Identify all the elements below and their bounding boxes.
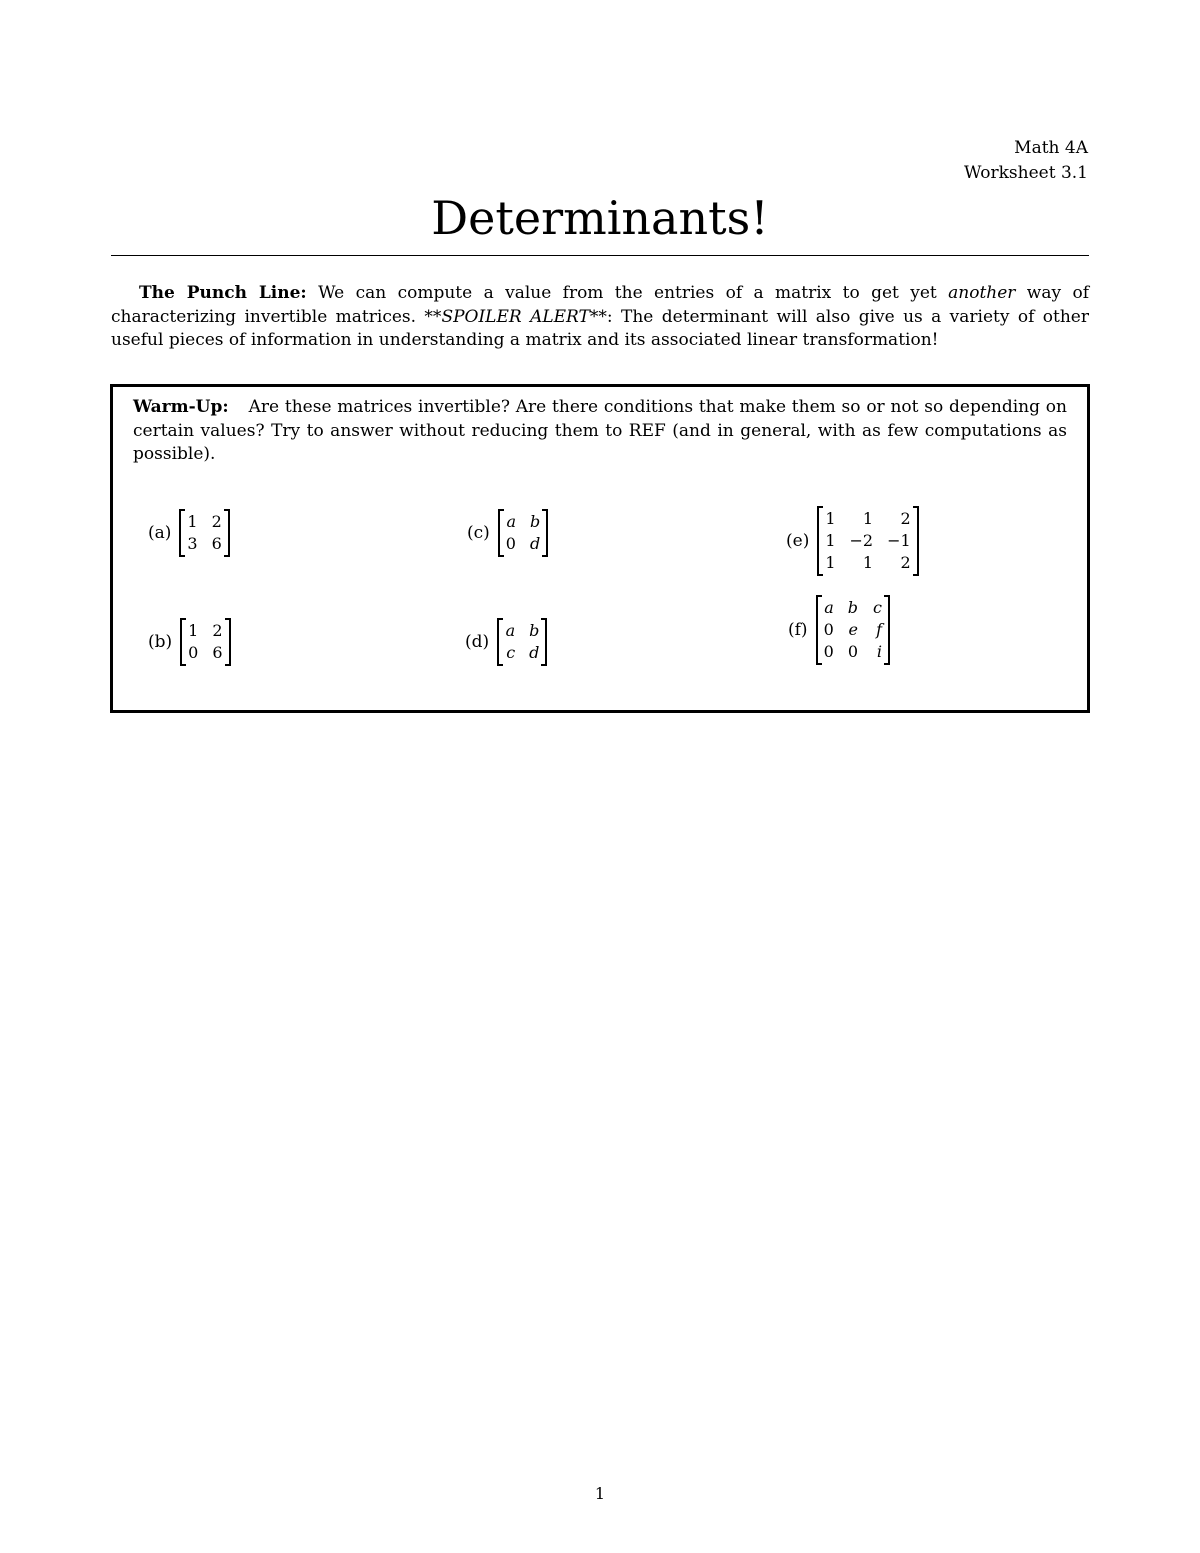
matrix-f-entry: c	[873, 598, 882, 617]
matrix-b-entry: 6	[212, 643, 223, 662]
problem-d	[465, 606, 547, 678]
matrix-d-entry: a	[505, 621, 516, 640]
course-info	[964, 136, 1088, 186]
warmup-label: Warm-Up:	[133, 397, 229, 417]
punch-line-paragraph	[111, 282, 1089, 353]
matrix-a-entry: 1	[187, 512, 198, 531]
matrix-e-entry: 2	[900, 509, 911, 528]
problem-b-label: (b)	[148, 632, 173, 652]
course-name: Math 4A	[1014, 138, 1088, 158]
punch-line-emphasis: another	[948, 283, 1016, 303]
matrix-e-entry: 1	[825, 509, 836, 528]
matrix-f-entry: f	[876, 620, 882, 639]
matrix-f-entry: 0	[823, 642, 834, 661]
matrix-e-entry: 1	[825, 553, 836, 572]
problem-f-label: (f)	[788, 620, 808, 640]
problem-a-label: (a)	[148, 523, 172, 543]
punch-line-text-1: We can compute a value from the entries of a matrix to get yet	[306, 283, 949, 303]
matrix-e	[817, 506, 918, 576]
matrix-f	[816, 595, 890, 665]
problem-c	[467, 497, 548, 569]
problem-a	[148, 497, 230, 569]
matrix-b-entry: 1	[188, 621, 199, 640]
spoiler-alert: SPOILER ALERT	[441, 306, 590, 327]
problem-e	[786, 505, 919, 577]
matrix-e-entry: −1	[887, 531, 911, 550]
matrix-b-entry: 2	[212, 621, 223, 640]
matrix-a-entry: 6	[211, 534, 222, 553]
matrix-e-entry: 1	[862, 553, 874, 572]
title-divider	[111, 255, 1089, 256]
matrix-b	[180, 618, 230, 666]
matrix-f-entry: i	[876, 642, 882, 661]
matrix-e-entry: −2	[849, 531, 874, 550]
problem-d-label: (d)	[465, 632, 490, 652]
warmup-instructions	[133, 396, 1067, 467]
punch-line-text-3: **: The determinant will also give us a variety of other useful pieces of information in understanding a matrix and its associated linear transformation!	[111, 306, 1089, 350]
matrix-d-entry: c	[506, 643, 516, 662]
matrix-e-entry: 2	[900, 553, 911, 572]
page-number: 1	[594, 1484, 606, 1503]
matrix-f-entry: e	[848, 620, 858, 639]
problem-e-label: (e)	[786, 531, 810, 551]
matrix-f-entry: 0	[823, 620, 834, 639]
matrix-c-entry: d	[529, 534, 541, 553]
matrix-a-entry: 3	[187, 534, 198, 553]
matrix-e-entry: 1	[862, 509, 874, 528]
matrix-b-entry: 0	[188, 643, 199, 662]
matrix-d-entry: b	[529, 621, 540, 640]
warmup-text: Are these matrices invertible? Are there conditions that make them so or not so depending on certain values? Try to answer without reducing them to REF (and in general, with as few computations as possible).	[133, 397, 1067, 464]
matrix-c-entry: b	[529, 512, 541, 531]
problem-b	[148, 606, 231, 678]
matrix-e-entry: 1	[825, 531, 836, 550]
worksheet-number: Worksheet 3.1	[963, 163, 1088, 183]
matrix-c	[498, 509, 548, 557]
matrix-f-entry: a	[824, 598, 834, 617]
punch-line-text-2: way of characterizing invertible matrices. **	[111, 283, 1089, 327]
page-title: Determinants!	[431, 191, 769, 245]
matrix-c-entry: 0	[505, 534, 516, 553]
matrix-c-entry: a	[506, 512, 516, 531]
matrix-f-entry: 0	[847, 642, 858, 661]
matrix-a-entry: 2	[211, 512, 222, 531]
matrix-d-entry: d	[529, 643, 540, 662]
problem-c-label: (c)	[467, 523, 490, 543]
matrix-d	[497, 618, 547, 666]
matrix-f-entry: b	[847, 598, 858, 617]
matrix-a	[179, 509, 229, 557]
problem-f	[788, 594, 890, 666]
punch-line-label: The Punch Line:	[139, 283, 307, 303]
warmup-box	[110, 384, 1090, 713]
